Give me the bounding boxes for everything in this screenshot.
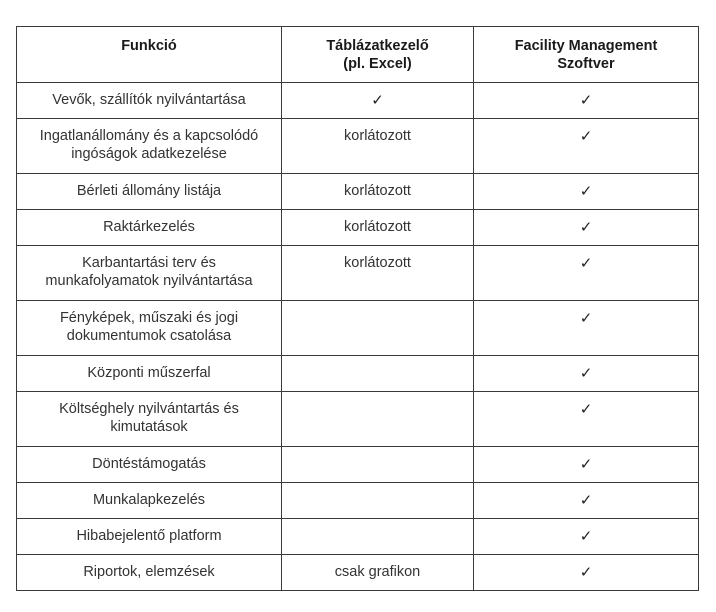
table-row: [17, 555, 699, 591]
spreadsheet-text: korlátozott: [344, 219, 411, 235]
header-fm-software: [474, 27, 699, 83]
cell-function: [17, 555, 282, 591]
cell-function: [17, 210, 282, 246]
table-row: [17, 356, 699, 392]
cell-fm-software: [474, 519, 699, 555]
header-fm-software-line1: Facility Management: [514, 38, 658, 54]
comparison-table: [16, 26, 699, 591]
cell-fm-software: [474, 447, 699, 483]
table-row: [17, 246, 699, 301]
checkmark-icon: ✓: [579, 563, 593, 581]
table-row: [17, 174, 699, 210]
cell-spreadsheet: [282, 174, 474, 210]
function-text: Raktárkezelés: [103, 219, 195, 235]
cell-spreadsheet: [282, 519, 474, 555]
cell-fm-software: [474, 392, 699, 447]
cell-spreadsheet: [282, 246, 474, 301]
checkmark-icon: ✓: [579, 400, 593, 418]
function-text: ingóságok adatkezelése: [71, 146, 227, 162]
header-spreadsheet: [282, 27, 474, 83]
checkmark-icon: ✓: [371, 91, 384, 109]
checkmark-icon: ✓: [579, 254, 593, 272]
cell-spreadsheet: [282, 555, 474, 591]
cell-function: [17, 301, 282, 356]
checkmark-icon: ✓: [579, 491, 593, 509]
function-text: Fényképek, műszaki és jogi: [59, 310, 239, 326]
cell-function: [17, 119, 282, 174]
header-spreadsheet-line1: Táblázatkezelő: [326, 38, 429, 54]
cell-spreadsheet: [282, 210, 474, 246]
function-text: kimutatások: [110, 419, 188, 435]
table-row: [17, 83, 699, 119]
cell-spreadsheet: [282, 392, 474, 447]
checkmark-icon: ✓: [579, 364, 593, 382]
table-header: [17, 27, 699, 83]
cell-function: [17, 392, 282, 447]
spreadsheet-text: csak grafikon: [334, 564, 421, 580]
function-text: Költséghely nyilvántartás és: [59, 401, 239, 417]
table-row: [17, 392, 699, 447]
cell-fm-software: [474, 301, 699, 356]
function-text: Bérleti állomány listája: [76, 183, 222, 199]
function-text: Központi műszerfal: [87, 365, 211, 381]
function-text: Munkalapkezelés: [92, 492, 206, 508]
table-row: [17, 119, 699, 174]
checkmark-icon: ✓: [579, 127, 593, 145]
cell-spreadsheet: [282, 83, 474, 119]
function-text: dokumentumok csatolása: [66, 328, 232, 344]
cell-spreadsheet: [282, 301, 474, 356]
cell-fm-software: [474, 246, 699, 301]
table-body: [17, 83, 699, 591]
cell-spreadsheet: [282, 119, 474, 174]
table-row: [17, 519, 699, 555]
header-function-line1: Funkció: [121, 38, 177, 54]
function-text: munkafolyamatok nyilvántartása: [45, 273, 253, 289]
table-row: [17, 210, 699, 246]
cell-fm-software: [474, 210, 699, 246]
function-text: Ingatlanállomány és a kapcsolódó: [39, 128, 259, 144]
cell-fm-software: [474, 119, 699, 174]
cell-function: [17, 83, 282, 119]
cell-fm-software: [474, 483, 699, 519]
cell-fm-software: [474, 83, 699, 119]
checkmark-icon: ✓: [579, 218, 593, 236]
cell-fm-software: [474, 555, 699, 591]
checkmark-icon: ✓: [579, 455, 593, 473]
checkmark-icon: ✓: [579, 527, 593, 545]
header-function: [17, 27, 282, 83]
cell-fm-software: [474, 356, 699, 392]
cell-function: [17, 246, 282, 301]
header-spreadsheet-line2: (pl. Excel): [343, 56, 412, 72]
table-row: [17, 483, 699, 519]
table-row: [17, 447, 699, 483]
checkmark-icon: ✓: [579, 91, 593, 109]
cell-function: [17, 483, 282, 519]
spreadsheet-text: korlátozott: [344, 183, 411, 199]
function-text: Vevők, szállítók nyilvántartása: [52, 92, 246, 108]
checkmark-icon: ✓: [579, 182, 593, 200]
header-fm-software-line2: Szoftver: [557, 56, 615, 72]
cell-spreadsheet: [282, 447, 474, 483]
cell-function: [17, 174, 282, 210]
table-row: [17, 301, 699, 356]
cell-spreadsheet: [282, 356, 474, 392]
cell-function: [17, 356, 282, 392]
cell-spreadsheet: [282, 483, 474, 519]
checkmark-icon: ✓: [579, 309, 593, 327]
cell-function: [17, 519, 282, 555]
spreadsheet-text: korlátozott: [344, 255, 411, 271]
function-text: Riportok, elemzések: [83, 564, 215, 580]
function-text: Karbantartási terv és: [82, 255, 216, 271]
header-row: [17, 27, 699, 83]
function-text: Hibabejelentő platform: [76, 528, 222, 544]
cell-fm-software: [474, 174, 699, 210]
cell-function: [17, 447, 282, 483]
spreadsheet-text: korlátozott: [344, 128, 411, 144]
function-text: Döntéstámogatás: [92, 456, 206, 472]
